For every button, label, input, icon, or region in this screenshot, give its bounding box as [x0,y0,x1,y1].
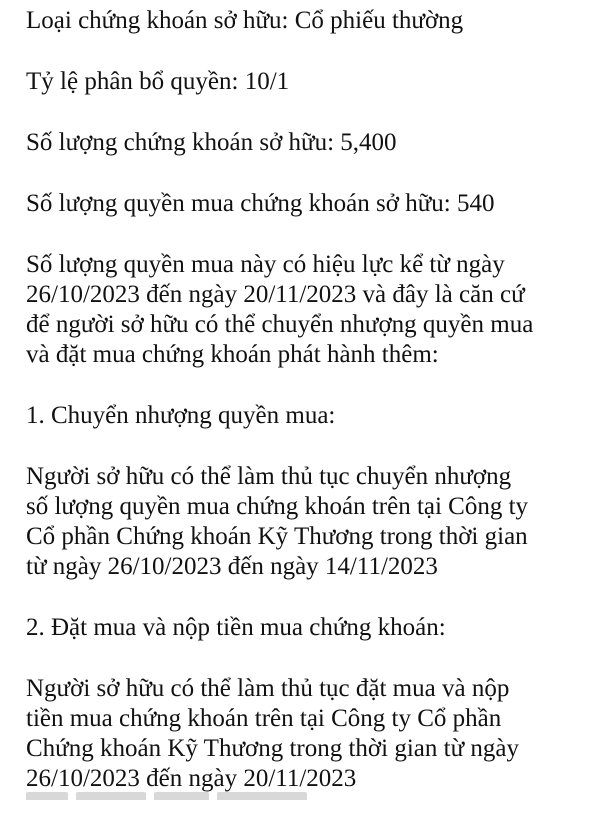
document-body [26,6,586,825]
section-2-body: Người sở hữu có thể làm thủ tục đặt mua và nộp tiền mua chứng khoán trên tại Công ty Cổ phần Chứng khoán Kỹ Thương trong thời gian từ ngày 26/10/2023 đến ngày 20/11/2023 [26,675,519,792]
security-type-line: Loại chứng khoán sở hữu: Cổ phiếu thường [26,7,464,34]
cut-off-next-line [26,792,326,800]
securities-owned-line: Số lượng chứng khoán sở hữu: 5,400 [26,129,397,156]
section-1-heading: 1. Chuyển nhượng quyền mua: [26,402,336,429]
purchase-rights-owned-line: Số lượng quyền mua chứng khoán sở hữu: 540 [26,190,495,217]
allocation-ratio-line: Tỷ lệ phân bổ quyền: 10/1 [26,68,290,95]
section-1-body: Người sở hữu có thể làm thủ tục chuyển nhượng số lượng quyền mua chứng khoán trên tại Công ty Cổ phần Chứng khoán Kỹ Thương trong thời gian từ ngày 26/10/2023 đến ngày 14/11/2023 [26,463,529,580]
section-2-heading: 2. Đặt mua và nộp tiền mua chứng khoán: [26,614,446,641]
validity-paragraph: Số lượng quyền mua này có hiệu lực kể từ ngày 26/10/2023 đến ngày 20/11/2023 và đây là căn cứ để người sở hữu có thể chuyển nhượng quyền mua và đặt mua chứng khoán phát hành thêm: [26,251,534,368]
